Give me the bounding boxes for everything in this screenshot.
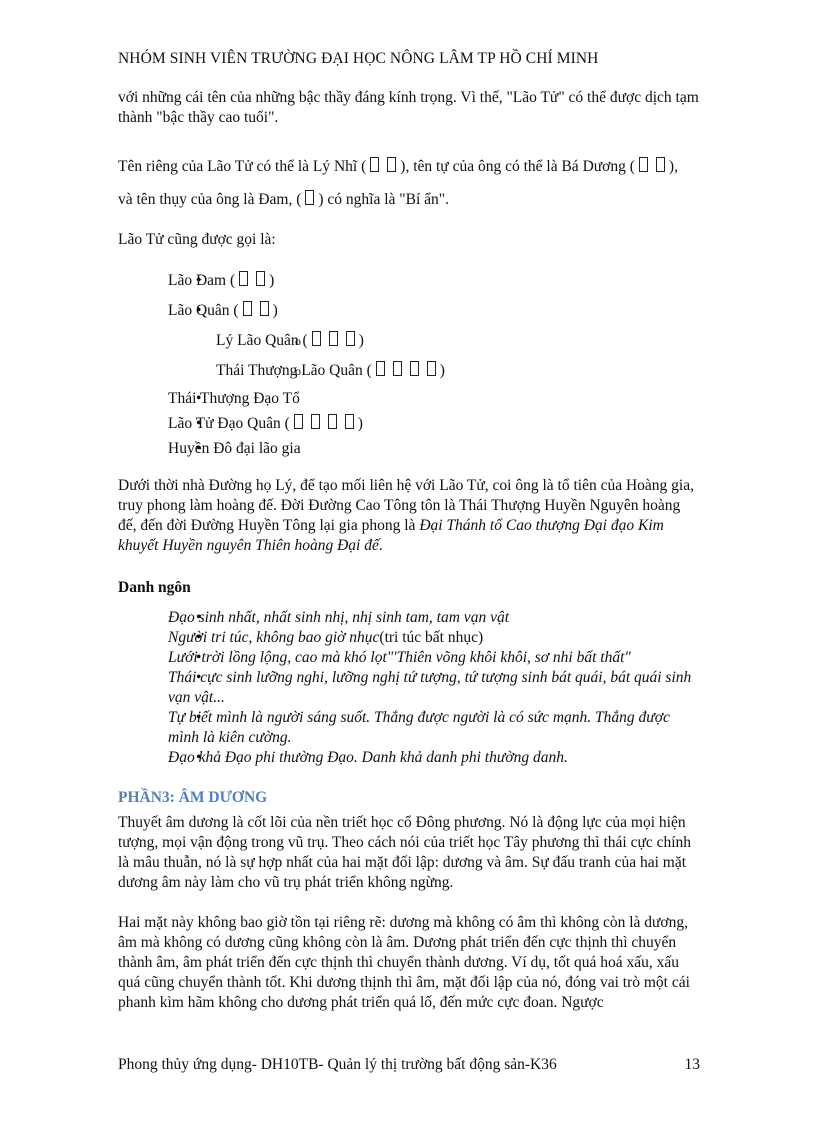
missing-glyph-icon: [346, 331, 355, 346]
alias-list: [118, 266, 700, 326]
paragraph-tang-dynasty: Dưới thời nhà Đường họ Lý, để tạo mối liên hệ với Lão Tử, coi ông là tổ tiên của Hoàng gia, truy phong làm hoàng đế. Đời Đường Cao Tông tôn là Thái Thượng Huyền Nguyên hoàng đế, đến đời Đường Huyền Tông lại gia phong là Đại Thánh tổ Cao thượng Đại đạo Kim khuyết Huyền nguyên Thiên hoàng Đại đế.: [118, 477, 694, 554]
missing-glyph-icon: [294, 414, 303, 429]
missing-glyph-icon: [427, 361, 436, 376]
paragraph-names: Tên riêng của Lão Tử có thể là Lý Nhĩ ( ), tên tự của ông có thể là Bá Dương ( ), và tên thụy của ông là Đam, ( ) có nghĩa là "Bí ẩn".: [118, 158, 678, 208]
missing-glyph-icon: [305, 190, 314, 205]
missing-glyph-icon: [328, 414, 337, 429]
missing-glyph-icon: [376, 361, 385, 376]
list-item: • Người tri túc, không bao giờ nhục(tri túc bất nhục): [168, 628, 700, 648]
paragraph-am-duong-2: Hai mặt này không bao giờ tồn tại riêng rẽ: dương mà không có âm thì không còn là dương, âm mà không có dương cũng không còn là âm. Dương phát triển đến cực thịnh thì chuyển thành âm, âm phát triển đến cực thịnh thì chuyển thành dương. Ví dụ, tốt quá hoá xấu, xấu quá cũng chuyển thành tốt. Khi dương thịnh thì âm, mặt đối lập của nó, đóng vai trò một cái phanh kìm hãm không cho dương phát triển quá lố, đến mức cực đoan. Ngược: [118, 914, 690, 1011]
missing-glyph-icon: [312, 331, 321, 346]
missing-glyph-icon: [656, 157, 665, 172]
list-item: • Lão Tử Đạo Quân ( ): [168, 411, 700, 436]
list-item: • Huyền Đô đại lão gia: [168, 436, 700, 461]
missing-glyph-icon: [370, 157, 379, 172]
page-header: NHÓM SINH VIÊN TRƯỜNG ĐẠI HỌC NÔNG LÂM TP HỒ CHÍ MINH: [118, 50, 599, 67]
page-footer: [118, 1056, 700, 1074]
missing-glyph-icon: [639, 157, 648, 172]
list-item: • Lưới trời lồng lộng, cao mà khó lọt"'Thiên võng khôi khôi, sơ nhi bất thất": [168, 648, 700, 668]
missing-glyph-icon: [387, 157, 396, 172]
page-number: 13: [684, 1056, 700, 1073]
paragraph-intro: với những cái tên của những bậc thầy đáng kính trọng. Vì thế, "Lão Tử" có thể được dịch tạm thành "bậc thầy cao tuổi".: [118, 89, 699, 126]
missing-glyph-icon: [311, 414, 320, 429]
list-item: • Đạo khả Đạo phi thường Đạo. Danh khả danh phi thường danh.: [168, 748, 700, 768]
list-item: • Lão Quân ( ): [168, 296, 700, 326]
quote-list: [118, 608, 700, 768]
document-body: [118, 88, 700, 1013]
list-item: • Tự biết mình là người sáng suốt. Thắng được người là có sức mạnh. Thắng được mình là kiên cường.: [168, 708, 700, 748]
footer-text: Phong thủy ứng dụng- DH10TB- Quản lý thị trường bất động sản-K36: [118, 1056, 557, 1073]
alias-sublist: [118, 326, 700, 386]
missing-glyph-icon: [260, 301, 269, 316]
section-title-phan3: PHẦN3: ÂM DƯƠNG: [118, 789, 268, 806]
alias-list-continued: [118, 386, 700, 461]
list-item: • Đạo sinh nhất, nhất sinh nhị, nhị sinh tam, tam vạn vật: [168, 608, 700, 628]
missing-glyph-icon: [239, 271, 248, 286]
missing-glyph-icon: [329, 331, 338, 346]
section-title-danh-ngon: Danh ngôn: [118, 579, 191, 596]
missing-glyph-icon: [345, 414, 354, 429]
paragraph-aliases-intro: Lão Tử cũng được gọi là:: [118, 231, 276, 248]
list-item: o Thái Thượng Lão Quân ( ): [216, 356, 700, 386]
paragraph-am-duong-1: Thuyết âm dương là cốt lõi của nền triết học cổ Đông phương. Nó là động lực của mọi hiện tượng, mọi vận động trong vũ trụ. Theo cách nói của triết học Tây phương thì thái cực chính là mâu thuẫn, nó là sự hợp nhất của hai mặt đối lập: dương và âm. Sự đấu tranh của hai mặt dương âm này làm cho vũ trụ phát triển không ngừng.: [118, 814, 692, 891]
missing-glyph-icon: [243, 301, 252, 316]
missing-glyph-icon: [410, 361, 419, 376]
list-item: • Lão Đam ( ): [168, 266, 700, 296]
missing-glyph-icon: [393, 361, 402, 376]
list-item: • Thái cực sinh lưỡng nghi, lưỡng nghị tứ tượng, tứ tượng sinh bát quái, bát quái sinh vạn vật...: [168, 668, 700, 708]
list-item: • Thái Thượng Đạo Tổ: [168, 386, 700, 411]
missing-glyph-icon: [256, 271, 265, 286]
list-item: o Lý Lão Quân ( ): [216, 326, 700, 356]
